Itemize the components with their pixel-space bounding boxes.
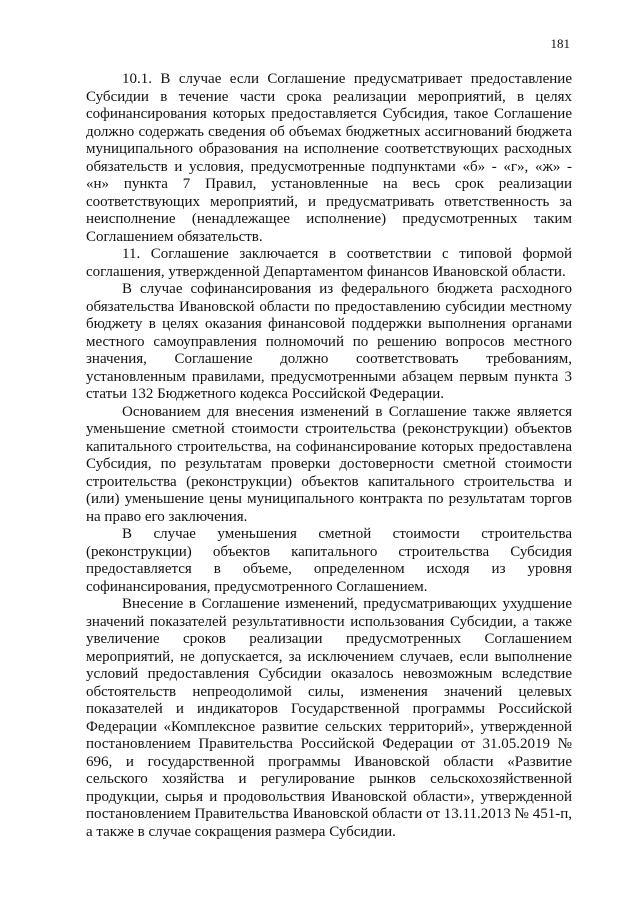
page-number: 181: [550, 36, 570, 51]
paragraph-amendment-grounds: Основанием для внесения изменений в Соглашение также является уменьшение сметной стоимости строительства (реконструкции) объектов капитального строительства, на софинансирование которых предоставлена Субсидия, по результатам проверки достоверности сметной стоимости строительства (реконструкции) объектов капитального строительства и (или) уменьшение цены муниципального контракта по результатам торгов на право его заключения.: [86, 403, 572, 525]
document-body: [86, 71, 572, 841]
paragraph-federal-cofinancing: В случае софинансирования из федерального бюджета расходного обязательства Ивановской области по предоставлению субсидии местному бюджету в целях оказания финансовой поддержки выполнения органами местного самоуправления полномочий по решению вопросов местного значения, Соглашение должно соответствовать требованиям, установленным правилами, предусмотренными абзацем первым пункта 3 статьи 132 Бюджетного кодекса Российской Федерации.: [86, 281, 572, 402]
paragraph-11: 11. Соглашение заключается в соответствии с типовой формой соглашения, утвержденной Департаментом финансов Ивановской области.: [86, 246, 572, 280]
paragraph-cost-reduction: В случае уменьшения сметной стоимости строительства (реконструкции) объектов капитального строительства Субсидия предоставляется в объеме, определенном исходя из уровня софинансирования, предусмотренного Соглашением.: [86, 526, 572, 595]
paragraph-10-1: 10.1. В случае если Соглашение предусматривает предоставление Субсидии в течение части срока реализации мероприятий, в целях софинансирования которых предоставляется Субсидия, такое Соглашение должно содержать сведения об объемах бюджетных ассигнований бюджета муниципального образования на исполнение соответствующих расходных обязательств и условия, предусмотренные подпунктами «б» - «г», «ж» - «н» пункта 7 Правил, установленные на весь срок реализации соответствующих мероприятий, и предусматривать ответственность за неисполнение (ненадлежащее исполнение) предусмотренных таким Соглашением обязательств.: [86, 71, 572, 245]
paragraph-indicator-changes: Внесение в Соглашение изменений, предусматривающих ухудшение значений показателей результативности использования Субсидии, а также увеличение сроков реализации предусмотренных Соглашением мероприятий, не допускается, за исключением случаев, если выполнение условий предоставления Субсидии оказалось невозможным вследствие обстоятельств непреодолимой силы, изменения значений целевых показателей и индикаторов Государственной программы Российской Федерации «Комплексное развитие сельских территорий», утвержденной постановлением Правительства Российской Федерации от 31.05.2019 № 696, и государственной программы Ивановской области «Развитие сельского хозяйства и регулирование рынков сельскохозяйственной продукции, сырья и продовольствия Ивановской области», утвержденной постановлением Правительства Ивановской области от 13.11.2013 № 451-п, а также в случае сокращения размера Субсидии.: [86, 596, 572, 840]
